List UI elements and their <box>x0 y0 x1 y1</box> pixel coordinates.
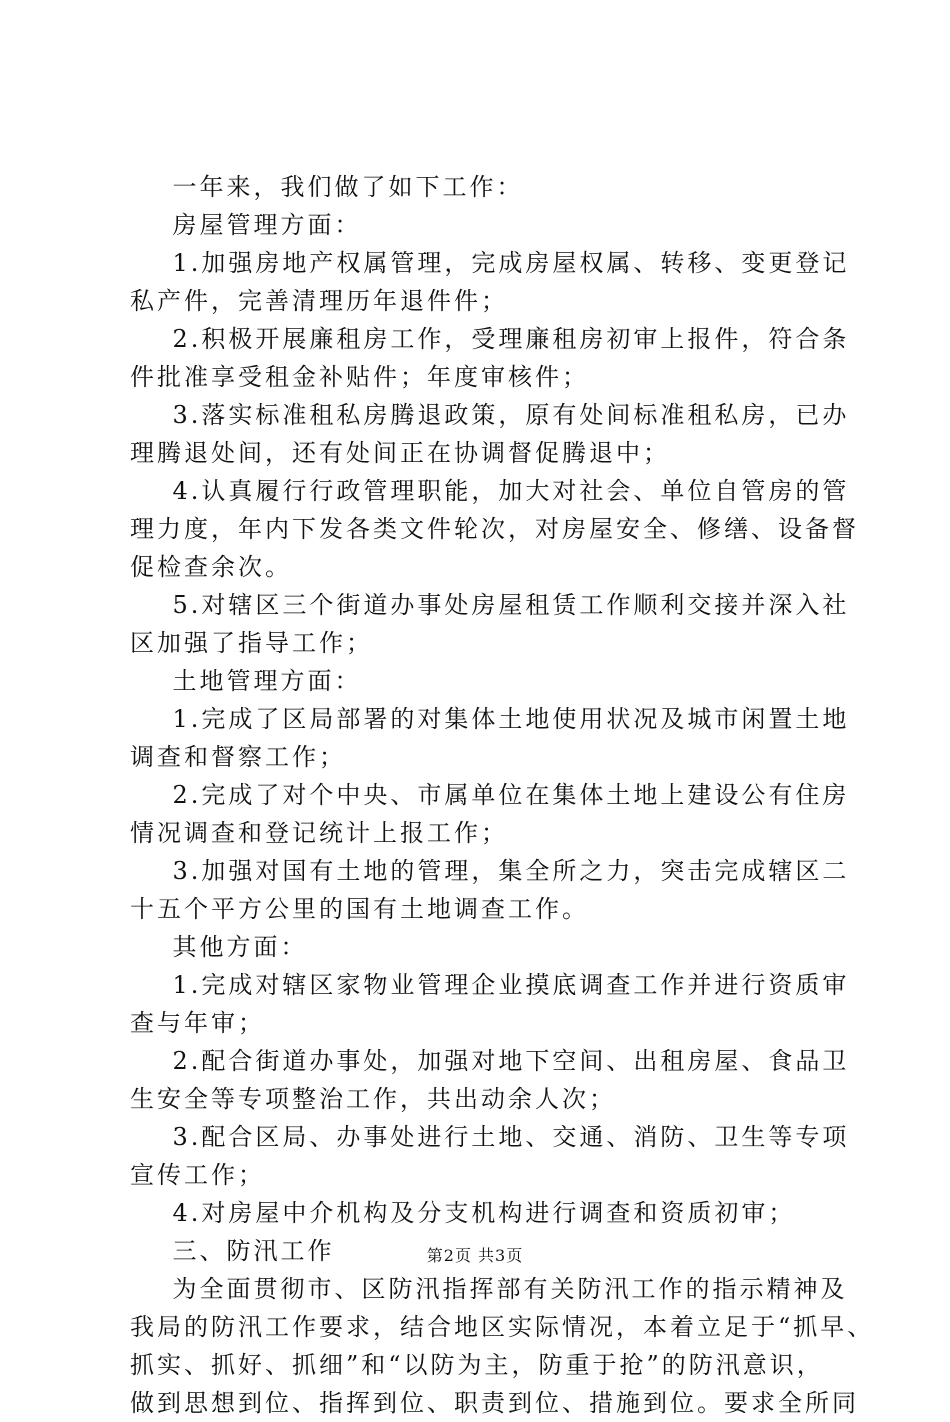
text-line: 3.加强对国有土地的管理，集全所之力，突击完成辖区二 <box>130 857 850 885</box>
text-line: 2.配合街道办事处，加强对地下空间、出租房屋、食品卫 <box>130 1047 850 1075</box>
text-line: 5.对辖区三个街道办事处房屋租赁工作顺利交接并深入社 <box>130 591 850 619</box>
text-line: 4.认真履行行政管理职能，加大对社会、单位自管房的管 <box>130 477 850 505</box>
text-line: 1.完成对辖区家物业管理企业摸底调查工作并进行资质审 <box>130 971 850 999</box>
text-line: 理腾退处间，还有处间正在协调督促腾退中； <box>130 439 670 467</box>
document-body <box>130 168 875 1422</box>
text-line: 3.落实标准租私房腾退政策，原有处间标准租私房，已办 <box>130 401 850 429</box>
text-line: 三、防汛工作 <box>130 1237 335 1265</box>
text-line: 促检查余次。 <box>130 553 292 581</box>
text-line: 十五个平方公里的国有土地调查工作。 <box>130 895 589 923</box>
text-line: 房屋管理方面： <box>130 211 362 239</box>
text-line: 区加强了指导工作； <box>130 629 373 657</box>
text-line: 理力度，年内下发各类文件轮次，对房屋安全、修缮、设备督 <box>130 515 859 543</box>
text-line: 抓实、抓好、抓细”和“以防为主，防重于抢”的防汛意识， <box>130 1351 824 1379</box>
text-line: 2.积极开展廉租房工作，受理廉租房初审上报件，符合条 <box>130 325 850 353</box>
text-line: 我局的防汛工作要求，结合地区实际情况，本着立足于“抓早、 <box>130 1313 875 1341</box>
text-line: 土地管理方面： <box>130 667 362 695</box>
text-line: 4.对房屋中介机构及分支机构进行调查和资质初审； <box>130 1199 796 1227</box>
text-line: 调查和督察工作； <box>130 743 346 771</box>
text-line: 一年来，我们做了如下工作： <box>130 173 524 201</box>
text-line: 情况调查和登记统计上报工作； <box>130 819 508 847</box>
text-line: 1.加强房地产权属管理，完成房屋权属、转移、变更登记 <box>130 249 850 277</box>
page-number-footer: 第2页 共3页 <box>426 1246 524 1265</box>
text-line: 私产件，完善清理历年退件件； <box>130 287 508 315</box>
text-line: 其他方面： <box>130 933 308 961</box>
text-line: 查与年审； <box>130 1009 265 1037</box>
text-line: 做到思想到位、指挥到位、职责到位、措施到位。要求全所同 <box>130 1389 859 1417</box>
text-line: 为全面贯彻市、区防汛指挥部有关防汛工作的指示精神及 <box>130 1275 848 1303</box>
text-line: 生安全等专项整治工作，共出动余人次； <box>130 1085 616 1113</box>
text-line: 宣传工作； <box>130 1161 265 1189</box>
text-line: 3.配合区局、办事处进行土地、交通、消防、卫生等专项 <box>130 1123 850 1151</box>
text-line: 1.完成了区局部署的对集体土地使用状况及城市闲置土地 <box>130 705 850 733</box>
text-line: 件批准享受租金补贴件；年度审核件； <box>130 363 589 391</box>
text-line: 2.完成了对个中央、市属单位在集体土地上建设公有住房 <box>130 781 850 809</box>
